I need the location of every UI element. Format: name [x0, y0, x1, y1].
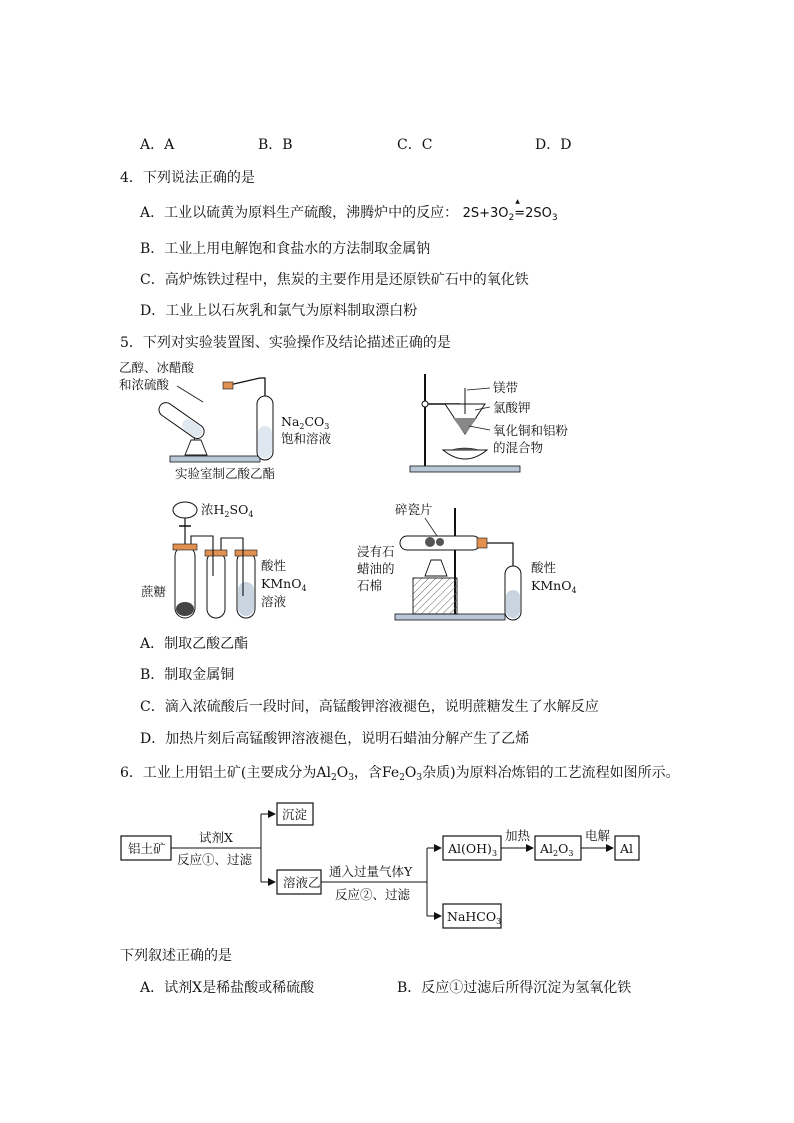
fig2-kclo3-label: 氯酸钾 — [493, 400, 531, 415]
fig-paraffin-apparatus — [355, 496, 595, 626]
flow-precipitate-label: 沉淀 — [282, 807, 308, 822]
q6-stem: 6．工业上用铝土矿(主要成分为$Al_2O_3$，含$Fe_2O_3$杂质)为原料冶炼铝的工艺流程如图所示。 — [120, 765, 680, 783]
q6-flow-diagram — [115, 798, 655, 934]
q4-option-b: B．工业上用电解饱和食盐水的方法制取金属钠 — [140, 241, 431, 257]
fig3-kmno4-label-3: 溶液 — [261, 594, 287, 609]
q5-option-a: A．制取乙酸乙酯 — [140, 636, 249, 652]
flow-ore-label: 铝土矿 — [128, 841, 166, 856]
heat-equals: = ▲ — [514, 198, 526, 221]
q4-option-d: D．工业上以石灰乳和氯气为原料制取漂白粉 — [140, 303, 418, 319]
q4-option-c: C．高炉炼铁过程中，焦炭的主要作用是还原铁矿石中的氧化铁 — [140, 272, 529, 288]
flow-aloh3-label: $Al(OH)_3$ — [448, 841, 498, 858]
q4-equation: $2S+3O_2=$ ▲ $2SO_3$ — [462, 198, 558, 223]
fig3-sugar-label: 蔗糖 — [141, 584, 167, 599]
fig3-kmno4-label-1: 酸性 — [261, 558, 287, 573]
q4-option-a-text: A．工业以硫黄为原料生产硫酸，沸腾炉中的反应： — [140, 205, 459, 221]
q6-option-a: A．试剂X是稀盐酸或稀硫酸 — [140, 980, 315, 996]
fig4-soak-label-2: 蜡油的 — [357, 561, 395, 576]
fig-thermite-apparatus — [405, 370, 605, 480]
fig2-mixture-label-1: 氧化铜和铝粉 — [493, 423, 569, 438]
flow-solution-label: 溶液乙 — [283, 875, 321, 890]
fig2-mixture-label-2: 的混合物 — [493, 440, 544, 455]
q5-option-d: D．加热片刻后高锰酸钾溶液褪色，说明石蜡油分解产生了乙烯 — [140, 731, 530, 747]
flow-nahco3-label: NaHCO$_3$ — [447, 909, 502, 926]
fig1-na2co3-label: $Na_2CO_3$ — [281, 414, 330, 431]
flow-reaction2-label: 反应②、过滤 — [335, 887, 411, 902]
q5-option-c: C．滴入浓硫酸后一段时间，高锰酸钾溶液褪色，说明蔗糖发生了水解反应 — [140, 699, 599, 715]
fig4-kmno4-label-1: 酸性 — [531, 560, 557, 575]
fig-ester-apparatus — [115, 356, 332, 486]
q4-stem: 4．下列说法正确的是 — [120, 170, 255, 186]
fig4-soak-label-1: 浸有石 — [357, 544, 395, 559]
flow-reagent-label: 试剂X — [199, 830, 233, 845]
q4-option-a — [140, 198, 558, 223]
q5-stem: 5．下列对实验装置图、实验操作及结论描述正确的是 — [120, 335, 451, 351]
fig4-kmno4-label-2: KMnO$_4$ — [531, 578, 577, 595]
q6-option-b: B．反应①过滤后所得沉淀为氢氧化铁 — [397, 980, 632, 996]
q5-option-b: B．制取金属铜 — [140, 667, 235, 683]
fig1-reagent-label-2: 和浓硫酸 — [119, 377, 170, 392]
flow-al2o3-label: $Al_2O_3$ — [540, 841, 574, 858]
flow-gas-label: 通入过量气体Y — [329, 864, 413, 879]
flow-heat-label: 加热 — [505, 828, 531, 843]
q3-option-a: A．A — [140, 137, 175, 153]
fig1-caption: 实验室制乙酸乙酯 — [175, 466, 276, 481]
fig4-soak-label-3: 石棉 — [357, 578, 383, 593]
fig3-kmno4-label-2: KMnO$_4$ — [261, 576, 307, 593]
fig3-acid-label: 浓$H_2SO_4$ — [201, 502, 254, 519]
q6-statement: 下列叙述正确的是 — [120, 948, 232, 964]
fig1-solution-label: 饱和溶液 — [281, 431, 332, 446]
fig-sugar-apparatus — [135, 496, 325, 626]
flow-reaction1-label: 反应①、过滤 — [177, 852, 253, 867]
flow-al-label: Al — [620, 841, 634, 856]
fig1-reagent-label-1: 乙醇、冰醋酸 — [119, 360, 195, 375]
q3-option-b: B．B — [258, 137, 293, 153]
q3-option-c: C．C — [397, 137, 433, 153]
flow-electrolysis-label: 电解 — [585, 828, 611, 843]
fig4-porcelain-label: 碎瓷片 — [395, 502, 433, 517]
q3-option-d: D．D — [535, 137, 572, 153]
fig2-magnesium-label: 镁带 — [493, 380, 519, 395]
